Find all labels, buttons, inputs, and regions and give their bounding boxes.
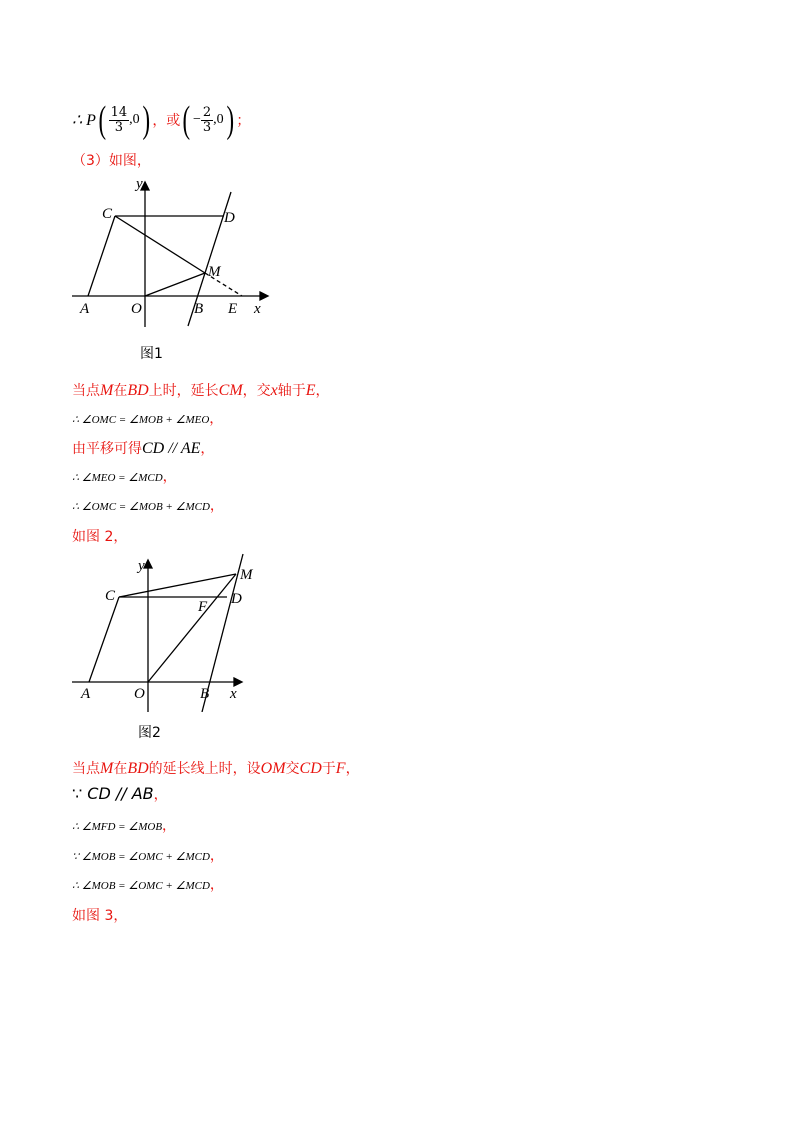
figure-2 [60, 552, 280, 712]
because-parallel [72, 784, 168, 804]
case2-text-1: 当点 [72, 761, 100, 777]
figure-3-intro: 如图 3， [72, 908, 128, 924]
fraction-denominator: 3 [202, 119, 212, 135]
case1-text-1: 当点 [72, 383, 100, 399]
parallel1-text: 由平移可得 [72, 441, 142, 457]
segment-cm [119, 574, 236, 597]
case2-line-cd: CD [299, 760, 322, 777]
parallel-statement-1 [72, 438, 214, 458]
fig2-label-a: A [81, 686, 91, 702]
equation-3 [72, 495, 224, 515]
equation-1-comma: ， [209, 411, 224, 427]
fig2-label-f: F [198, 599, 208, 615]
y-axis-arrow [144, 560, 152, 568]
equation-2 [72, 466, 177, 486]
equation-1 [72, 408, 223, 428]
x-axis-arrow [260, 292, 268, 300]
fraction-denominator: 3 [114, 119, 124, 135]
coordinate-zero-1: ,0 [129, 112, 140, 127]
segment-om [145, 273, 205, 296]
equation-4-text: ∴ ∠MFD = ∠MOB [72, 821, 163, 833]
case-1-statement [72, 380, 330, 400]
case1-point-e: E [305, 382, 316, 399]
equation-5 [72, 845, 224, 865]
case1-text-4: ，交 [242, 383, 271, 399]
fig1-label-e: E [228, 301, 238, 317]
case1-text-5: 轴于 [277, 383, 306, 399]
right-paren-2: ) [226, 99, 234, 141]
case2-point-f: F [335, 760, 346, 777]
fig2-label-o: O [134, 686, 145, 702]
result-line-p [72, 98, 250, 142]
case2-text-5: 于 [321, 761, 336, 777]
case1-line-cm: CM [218, 382, 243, 399]
figure-1-caption: 图1 [140, 346, 163, 362]
equation-2-comma: ， [162, 469, 177, 485]
minus-sign: − [192, 112, 201, 127]
fig2-label-y: y [138, 558, 145, 574]
segment-cm [115, 216, 205, 273]
parallel1-comma: ， [200, 441, 215, 457]
fig1-label-x: x [254, 301, 261, 317]
figure-2-caption: 图2 [138, 725, 161, 741]
case1-point-m: M [100, 382, 114, 399]
segment-om [148, 574, 236, 682]
fig1-label-d: D [224, 210, 235, 226]
parallel1-expression: CD // AE [142, 440, 201, 457]
or-separator: ，或 [152, 113, 181, 129]
fig1-label-m: M [208, 264, 221, 280]
coordinate-zero-2: ,0 [213, 112, 224, 127]
case2-text-4: 交 [285, 761, 300, 777]
figure-1 [60, 172, 280, 327]
case2-line-om: OM [260, 760, 286, 777]
because-parallel-comma: ， [153, 787, 168, 803]
case2-text-2: 在 [113, 761, 128, 777]
left-paren-2: ( [182, 99, 191, 141]
semicolon: ； [236, 113, 251, 129]
left-paren-1: ( [98, 99, 107, 141]
case1-text-2: 在 [113, 383, 128, 399]
fig2-label-b: B [200, 686, 210, 702]
case2-point-m: M [100, 760, 114, 777]
fig2-label-d: D [231, 591, 242, 607]
because-parallel-text: ∵ CD // AB [72, 784, 154, 803]
segment-ac [89, 597, 119, 682]
equation-5-comma: ， [209, 848, 224, 864]
right-paren-1: ) [142, 99, 150, 141]
equation-1-text: ∴ ∠OMC = ∠MOB + ∠MEO [72, 414, 210, 426]
equation-2-text: ∴ ∠MEO = ∠MCD [72, 472, 163, 484]
fig2-label-x: x [230, 686, 237, 702]
case1-text-6: ， [315, 383, 330, 399]
fraction-2-3 [201, 106, 213, 135]
fraction-numerator: 2 [202, 104, 212, 120]
equation-3-comma: ， [209, 498, 224, 514]
therefore-p: ∴ P [72, 112, 96, 129]
equation-4 [72, 815, 176, 835]
fig1-label-b: B [194, 301, 204, 317]
fig1-label-a: A [80, 301, 90, 317]
figure-2-intro: 如图 2， [72, 529, 128, 545]
case2-text-6: ， [345, 761, 360, 777]
case1-line-bd: BD [127, 382, 149, 399]
equation-4-comma: ， [162, 818, 177, 834]
case1-x: x [270, 382, 278, 399]
equation-6 [72, 874, 224, 894]
fraction-14-3 [109, 106, 130, 135]
case-2-statement [72, 758, 360, 778]
case2-text-3: 的延长线上时，设 [148, 761, 261, 777]
fraction-numerator: 14 [110, 104, 128, 120]
equation-5-text: ∵ ∠MOB = ∠OMC + ∠MCD [72, 851, 210, 863]
equation-6-text: ∴ ∠MOB = ∠OMC + ∠MCD [72, 880, 210, 892]
case2-line-bd: BD [127, 760, 149, 777]
case1-text-3: 上时，延长 [148, 383, 219, 399]
part-3-heading: （3）如图， [72, 153, 151, 169]
equation-6-comma: ， [209, 877, 224, 893]
fig2-label-c: C [105, 588, 116, 604]
fig1-label-o: O [131, 301, 142, 317]
fig1-label-c: C [102, 206, 113, 222]
equation-3-text: ∴ ∠OMC = ∠MOB + ∠MCD [72, 501, 210, 513]
fig1-label-y: y [136, 176, 143, 192]
x-axis-arrow [234, 678, 242, 686]
segment-ac [88, 216, 115, 296]
fig2-label-m: M [240, 567, 253, 583]
